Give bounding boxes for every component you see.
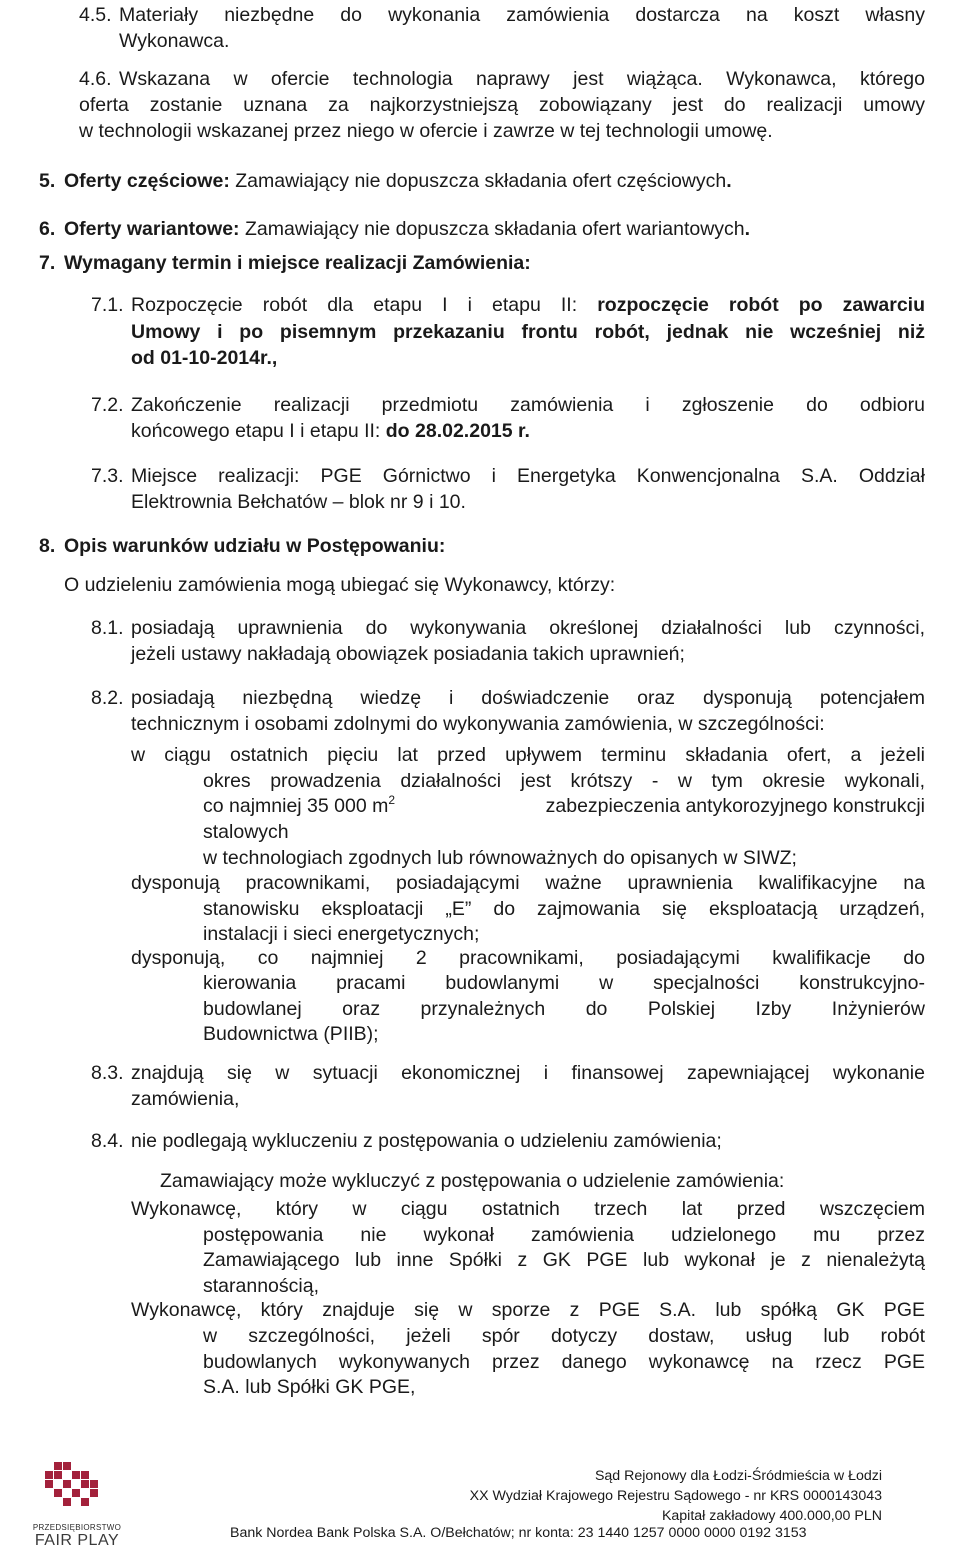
item-line: instalacji i sieci energetycznych; [203,923,480,945]
item-bold: rozpoczęcie robót po zawarciu [597,294,925,316]
footer-krs: XX Wydział Krajowego Rejestru Sądowego - nr KRS 0000143043 [469,1488,882,1504]
item-line: Wykonawcę, który znajduje się w sporze z PGE S.A. lub spółką GK PGE [131,1299,925,1321]
item-line: technicznym i osobami zdolnymi do wykonywania zamówienia, w szczególności: [131,713,825,735]
section-number: 5. [39,170,56,192]
item-text: co najmniej 35 000 m [203,795,389,817]
item-line: dysponują pracownikami, posiadającymi ważne uprawnienia kwalifikacyjne na [131,872,925,894]
section-number: 8. [39,535,56,557]
item-line: stalowych [203,821,289,843]
item-line: w technologiach zgodnych lub równoważnych do opisanych w SIWZ; [203,847,797,869]
item-number: 8.3. [91,1062,124,1084]
item-line [131,292,925,318]
item-line: S.A. lub Spółki GK PGE, [203,1376,416,1398]
section-text: Zamawiający nie dopuszcza składania ofert częściowych [235,170,727,192]
footer-capital: Kapitał zakładowy 400.000,00 PLN [661,1508,882,1524]
item-line: Budownictwa (PIIB); [203,1023,379,1045]
logo-caption: PRZEDSIĘBIORSTWO [32,1523,122,1532]
item-line: Wykonawcę, który w ciągu ostatnich trzech lat przed wszczęciem [131,1198,925,1220]
item-line: Wskazana w ofercie technologia naprawy jest wiążąca. Wykonawca, którego [119,68,925,90]
item-line: nie podlegają wykluczeniu z postępowania o udzieleniu zamówienia; [131,1130,722,1152]
section-heading: Oferty wariantowe: [64,218,240,240]
item-line: zamówienia, [131,1088,240,1110]
item-line: od 01-10-2014r., [131,347,278,369]
item-line: w szczególności, jeżeli spór dotyczy dostaw, usług lub robót [203,1325,925,1347]
item-line: okres prowadzenia działalności jest krótszy - w tym okresie wykonali, [203,770,925,792]
item-number: 7.2. [91,394,124,416]
logo-mark-icon [32,1460,122,1516]
item-line: budowlanych wykonywanych przez danego wykonawcę na rzecz PGE [203,1351,925,1373]
item-number: 8.4. [91,1130,124,1152]
item-number: 7.1. [91,294,124,316]
item-line: Miejsce realizacji: PGE Górnictwo i Energetyka Konwencjonalna S.A. Oddział [131,465,925,487]
item-number: 7.3. [91,465,124,487]
item-line: Wykonawca. [119,30,230,52]
section-heading: Oferty częściowe: [64,170,230,192]
item-bold: do 28.02.2015 r. [385,420,530,442]
section-tail: . [744,218,751,240]
superscript: 2 [388,792,396,807]
item-number: 8.2. [91,687,124,709]
item-number: 4.6. [79,68,112,90]
item-line: Zakończenie realizacji przedmiotu zamówienia i zgłoszenie do odbioru [131,394,925,416]
section-line [64,216,750,242]
section-number: 6. [39,218,56,240]
item-line: postępowania nie wykonał zamówienia udzielonego mu przez [203,1224,925,1246]
item-line [203,793,395,819]
footer-court: Sąd Rejonowy dla Łodzi-Śródmieścia w Łodzi [594,1468,882,1484]
item-line: stanowisku eksploatacji „E” do zajmowania się eksploatacją urządzeń, [203,898,925,920]
item-number: 4.5. [79,4,112,26]
item-line: oferta zostanie uznana za najkorzystniejszą zobowiązany jest do realizacji umowy [79,94,925,116]
footer-bank: Bank Nordea Bank Polska S.A. O/Bełchatów; nr konta: 23 1440 1257 0000 0000 0192 3153 [230,1525,807,1541]
item-number: 8.1. [91,617,124,639]
item-text: końcowego etapu I i etapu II: [131,420,381,442]
item-line: Materiały niezbędne do wykonania zamówienia dostarcza na koszt własny [119,4,925,26]
item-line: Umowy i po pisemnym przekazaniu frontu robót, jednak nie wcześniej niż [131,321,925,343]
section-text: Zamawiający nie dopuszcza składania ofert wariantowych [244,218,745,240]
company-logo [32,1460,122,1549]
section-intro: O udzieleniu zamówienia mogą ubiegać się Wykonawcy, którzy: [64,574,616,596]
exclusion-intro: Zamawiający może wykluczyć z postępowania o udzielenie zamówienia: [160,1170,785,1192]
item-line: dysponują, co najmniej 2 pracownikami, posiadającymi kwalifikacje do [131,947,925,969]
item-intro: Rozpoczęcie robót dla etapu I i etapu II: [131,294,578,316]
logo-name: FAIR PLAY [34,1532,120,1549]
section-line [64,168,732,194]
section-tail: . [726,170,732,192]
section-heading: Opis warunków udziału w Postępowaniu: [64,535,446,557]
item-line [131,418,925,444]
item-line: w ciągu ostatnich pięciu lat przed upływem terminu składania ofert, a jeżeli [131,744,925,766]
item-line: w technologii wskazanej przez niego w ofercie i zawrze w tej technologii umowę. [79,120,773,142]
item-line: Elektrownia Bełchatów – blok nr 9 i 10. [131,491,466,513]
item-line: posiadają uprawnienia do wykonywania określonej działalności lub czynności, [131,617,925,639]
section-number: 7. [39,252,56,274]
item-line: budowlanej oraz przynależnych do Polskiej Izby Inżynierów [203,998,925,1020]
item-line: posiadają niezbędną wiedzę i doświadczenie oraz dysponują potencjałem [131,687,925,709]
section-heading: Wymagany termin i miejsce realizacji Zamówienia: [64,252,531,274]
item-line: starannością, [203,1275,319,1297]
item-line: Zamawiającego lub inne Spółki z GK PGE lub wykonał je z nienależytą [203,1249,925,1271]
item-line: zabezpieczenia antykorozyjnego konstrukcji [545,795,925,817]
footer-company-info [182,1466,882,1506]
item-line: kierowania pracami budowlanymi w specjalności konstrukcyjno- [203,972,925,994]
item-line: znajdują się w sytuacji ekonomicznej i finansowej zapewniającej wykonanie [131,1062,925,1084]
item-line: jeżeli ustawy nakładają obowiązek posiadania takich uprawnień; [131,643,685,665]
